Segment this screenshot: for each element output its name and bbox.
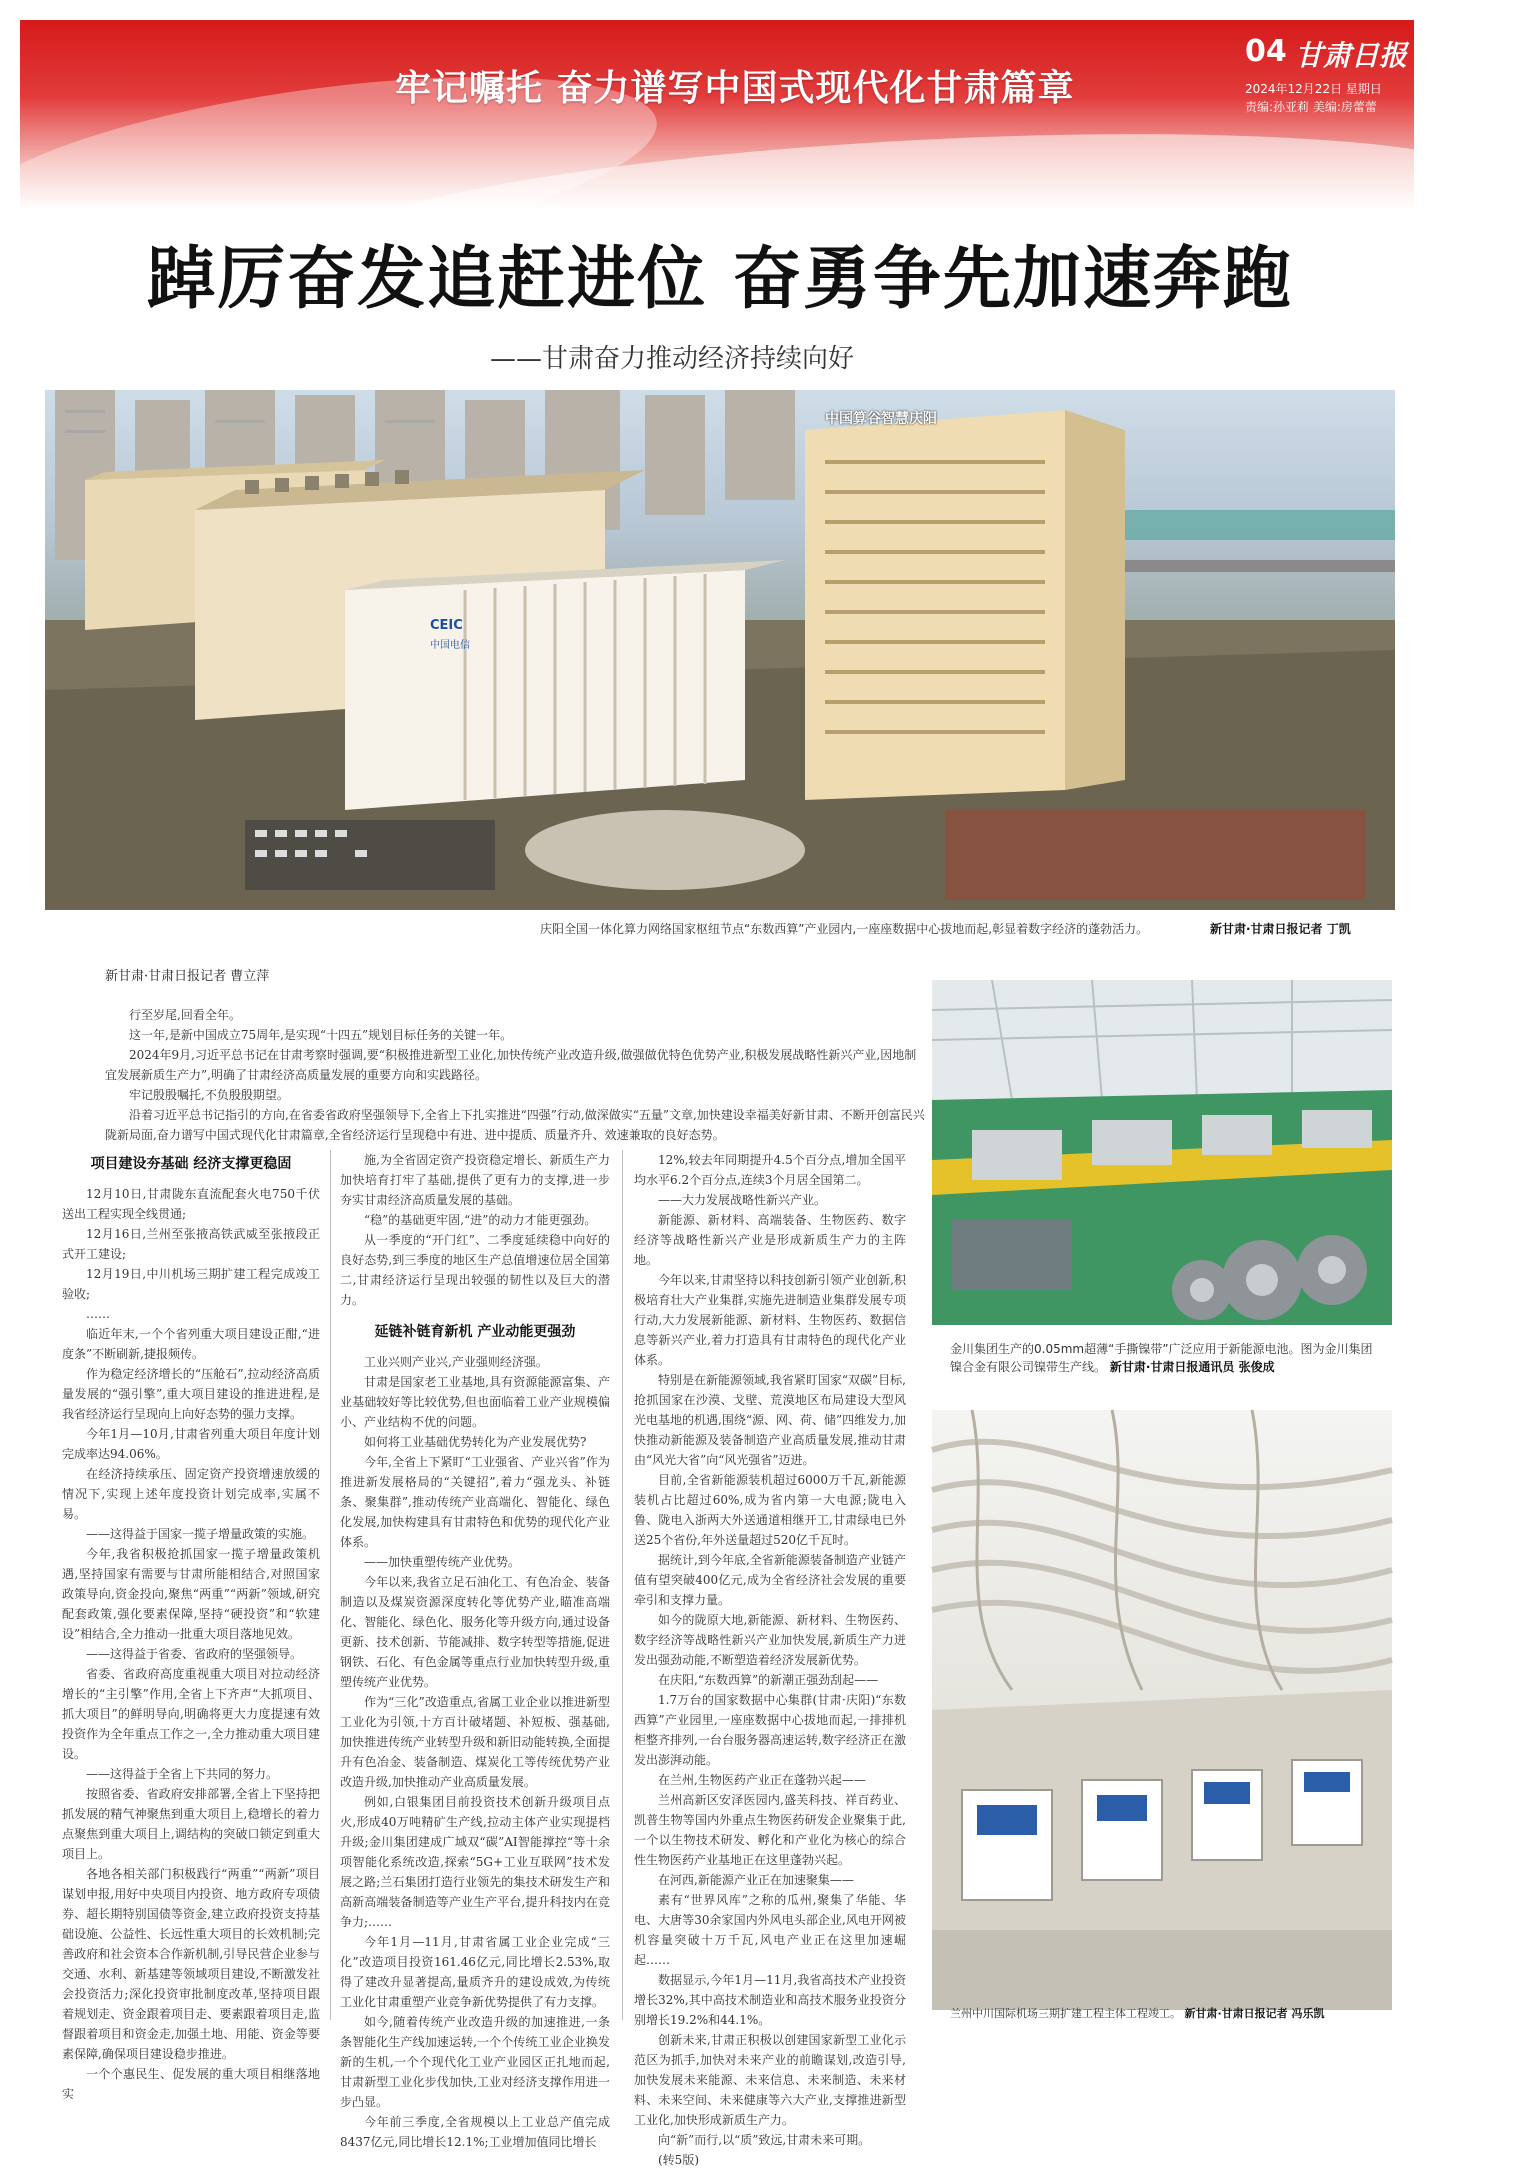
paper-name-logo: 甘肃日报 xyxy=(1295,39,1408,72)
datacenter-illustration xyxy=(45,390,1395,910)
paragraph: 在兰州,生物医药产业正在蓬勃兴起—— xyxy=(658,1773,866,1787)
paragraph: 作为稳定经济增长的“压舱石”,拉动经济高质量发展的“强引擎”,重大项目建设的推进进程,是我省经济运行呈现向上向好态势的强力支撑。 xyxy=(62,1367,320,1421)
photo-nickel-factory xyxy=(932,980,1392,1325)
paragraph: ——大力发展战略性新兴产业。 xyxy=(658,1193,827,1207)
paragraph: 从一季度的“开门红”、二季度延续稳中向好的良好态势,到三季度的地区生产总值增速位居全国第二,甘肃经济运行呈现出较强的韧性以及巨大的潜力。 xyxy=(340,1233,610,1307)
paragraph: 素有“世界风库”之称的瓜州,聚集了华能、华电、大唐等30余家国内外风电头部企业,风电开网被机容量突破十万千瓦,风电产业正在这里加速崛起…… xyxy=(634,1893,906,1967)
paragraph: 12月10日,甘肃陇东直流配套火电750千伏送出工程实现全线贯通; xyxy=(62,1187,320,1221)
paragraph: 今年,我省积极抢抓国家一揽子增量政策机遇,坚持国家有需要与甘肃所能相结合,对照国家政策导向,资金投向,聚焦“两重”“两新”领域,研究配套政策,强化要素保障,坚持“硬投资”和“软建设”相结合,全力推动一批重大项目落地见效。 xyxy=(62,1547,320,1641)
paragraph: 特别是在新能源领域,我省紧盯国家“双碳”目标,抢抓国家在沙漠、戈壁、荒漠地区布局建设大型风光电基地的机遇,围绕“源、网、荷、储”四维发力,加快推动新能源及装备制造产业高质量发展,推动甘肃由“风光大省”向“风光强省”迈进。 xyxy=(634,1373,906,1467)
paragraph: “稳”的基础更牢固,“进”的动力才能更强劲。 xyxy=(364,1213,597,1227)
paragraph: 甘肃是国家老工业基地,具有资源能源富集、产业基础较好等比较优势,但也面临着工业产业规模偏小、产业结构不优的问题。 xyxy=(340,1375,610,1429)
newspaper-page xyxy=(20,20,1414,2167)
paragraph: ——这得益于全省上下共同的努力。 xyxy=(86,1767,279,1781)
paragraph: 12%,较去年同期提升4.5个百分点,增加全国平均水平6.2个百分点,连续3个月居全国第二。 xyxy=(634,1153,906,1187)
sign-telecom: 中国电信 xyxy=(430,640,470,651)
paragraph: ——这得益于省委、省政府的坚强领导。 xyxy=(86,1647,303,1661)
paragraph: 今年以来,我省立足石油化工、有色冶金、装备制造以及煤炭资源深度转化等优势产业,瞄准高端化、智能化、绿色化、服务化等升级方向,通过设备更新、技术创新、节能减排、数字转型等措施,促进钢铁、石化、有色金属等重点行业加快转型升级,重塑传统产业优势。 xyxy=(340,1575,610,1689)
paragraph: 今年以来,甘肃坚持以科技创新引领产业创新,积极培育壮大产业集群,实施先进制造业集群发展专项行动,大力发展新能源、新材料、生物医药、数据信息等新兴产业,着力打造具有甘肃特色的现代化产业体系。 xyxy=(634,1273,906,1367)
paragraph: 12月19日,中川机场三期扩建工程完成竣工验收; xyxy=(62,1267,320,1301)
paragraph: 作为“三化”改造重点,省属工业企业以推进新型工业化为引领,十方百计破堵题、补短板、强基础,加快推进传统产业转型升级和新旧动能转换,全面提升有色冶金、装备制造、煤炭化工等传统优势产业改造升级,加快推动产业高质量发展。 xyxy=(340,1695,610,1789)
intro-paragraph: 2024年9月,习近平总书记在甘肃考察时强调,要“积极推进新型工业化,加快传统产业改造升级,做强做优特色优势产业,积极发展战略性新兴产业,因地制宜发展新质生产力”,明确了甘肃经济高质量发展的重要方向和实践路径。 xyxy=(105,1048,917,1082)
column-divider xyxy=(622,1150,623,2020)
paragraph: 如今,随着传统产业改造升级的加速推进,一条条智能化生产线加速运转,一个个传统工业企业换发新的生机,一个个现代化工业产业园区正扎地而起,甘肃新型工业化步伐加快,工业对经济支撑作用进一步凸显。 xyxy=(340,2015,610,2109)
sign-ceic: CEIC xyxy=(430,618,463,633)
intro-paragraph: 牢记殷殷嘱托,不负殷殷期望。 xyxy=(129,1088,289,1102)
paragraph: (转5版) xyxy=(658,2153,699,2167)
article-intro xyxy=(105,1005,925,1145)
main-photo-datacenter xyxy=(45,390,1395,910)
paragraph: 按照省委、省政府安排部署,全省上下坚持把抓发展的精气神聚焦到重大项目上,稳增长的着力点聚焦到重大项目上,调结构的突破口锁定到重大项目上。 xyxy=(62,1787,320,1861)
photo-airport-credit: 新甘肃·甘肃日报记者 冯乐凯 xyxy=(1184,2007,1325,2020)
paragraph: 例如,白银集团目前投资技术创新升级项目点火,形成40万吨精矿生产线,拉动主体产业实现提档升级;金川集团建成广域双“碳”AI智能撑控“等十余项智能化系统改造,探索“5G+工业互联网”技术发展之路;兰石集团打造行业领先的集技术研发生产和高新高端装备制造等产业生产平台,提升科技内在竞争力;…… xyxy=(340,1795,610,1929)
paragraph: 今年1月—11月,甘肃省属工业企业完成“三化”改造项目投资161.46亿元,同比增长2.53%,取得了建改升显著提高,量质齐升的建设成效,为传统工业化甘肃重塑产业竞争新优势提供了有力支撑。 xyxy=(340,1935,610,2009)
page-number: 04 xyxy=(1245,34,1287,69)
paragraph: 据统计,到今年底,全省新能源装备制造产业链产值有望突破400亿元,成为全省经济社会发展的重要牵引和支撑力量。 xyxy=(634,1553,906,1607)
main-headline: 踔厉奋发追赶进位 奋勇争先加速奔跑 xyxy=(147,240,1293,319)
paragraph: 向“新”而行,以“质”致远,甘肃未来可期。 xyxy=(658,2133,871,2147)
paragraph: 今年1月—10月,甘肃省列重大项目年度计划完成率达94.06%。 xyxy=(62,1427,320,1461)
article-column-1 xyxy=(62,1150,320,2104)
paragraph: 12月16日,兰州至张掖高铁武威至张掖段正式开工建设; xyxy=(62,1227,320,1261)
paragraph: 新能源、新材料、高端装备、生物医药、数字经济等战略性新兴产业是形成新质生产力的主阵地。 xyxy=(634,1213,906,1267)
main-photo-caption: 庆阳全国一体化算力网络国家枢纽节点“东数西算”产业园内,一座座数据中心拔地而起,彰显着数字经济的蓬勃活力。 xyxy=(540,922,1149,936)
issue-date: 2024年12月22日 星期日 xyxy=(1245,82,1382,96)
section-heading: 项目建设夯基础 经济支撑更稳固 xyxy=(90,1156,292,1172)
column-divider xyxy=(330,1150,331,2020)
paragraph: 目前,全省新能源装机超过6000万千瓦,新能源装机占比超过60%,成为省内第一大电源;陇电入鲁、陇电入浙两大外送通道相继开工,甘肃绿电已外送25个省份,年外送量超过520亿千瓦时。 xyxy=(634,1473,906,1547)
paragraph: 各地各相关部门积极践行“两重”“两新”项目谋划申报,用好中央项目内投资、地方政府专项债券、超长期特别国债等资金,建立政府投资支持基础设施、公益性、长远性重大项目的长效机制;完善政府和社会资本合作新机制,引导民营企业参与交通、水利、新基建等领域项目建设,不断激发社会投资活力;深化投资审批制度改革,坚持项目跟着规划走、资金跟着项目走、要素跟着项目走,监督跟着项目和资金走,加强土地、用能、资金等要素保障,确保项目建设稳步推进。 xyxy=(62,1867,320,2061)
paragraph: 1.7万台的国家数据中心集群(甘肃·庆阳)“东数西算”产业园里,一座座数据中心拔地而起,一排排机柜整齐排列,一台台服务器高速运转,数字经济正在激发出澎湃动能。 xyxy=(634,1693,906,1767)
header-banner xyxy=(20,20,1414,210)
paragraph: 如今的陇原大地,新能源、新材料、生物医药、数字经济等战略性新兴产业加快发展,新质生产力迸发出强劲动能,不断塑造着经济发展新优势。 xyxy=(634,1613,906,1667)
sign-suanggu: 中国算谷智慧庆阳 xyxy=(825,411,937,427)
article-column-2 xyxy=(340,1150,610,2152)
paragraph: 如何将工业基础优势转化为产业发展优势? xyxy=(364,1435,587,1449)
photo-airport-terminal xyxy=(932,1410,1392,2010)
paragraph: 临近年末,一个个省列重大项目建设正酣,“进度条”不断刷新,捷报频传。 xyxy=(62,1327,320,1361)
paragraph: 创新未来,甘肃正积极以创建国家新型工业化示范区为抓手,加快对未来产业的前瞻谋划,改造引导,加快发展未来能源、未来信息、未来制造、未来材料、未来空间、未来健康等六大产业,支撑推进新型工业化,加快形成新质生产力。 xyxy=(634,2033,906,2127)
intro-paragraph: 这一年,是新中国成立75周年,是实现“十四五”规划目标任务的关键一年。 xyxy=(129,1028,513,1042)
intro-paragraph: 沿着习近平总书记指引的方向,在省委省政府坚强领导下,全省上下扎实推进“四强”行动,做深做实“五量”文章,加快建设幸福美好新甘肃、不断开创富民兴陇新局面,奋力谱写中国式现代化甘肃篇章,全省经济运行呈现稳中有进、进中提质、质量齐升、效速兼取的良好态势。 xyxy=(105,1108,925,1142)
article-byline: 新甘肃·甘肃日报记者 曹立萍 xyxy=(105,969,270,984)
editors-line: 责编:孙亚莉 美编:房蕾蕾 xyxy=(1245,100,1377,114)
paragraph: …… xyxy=(86,1307,110,1321)
paragraph: 在经济持续承压、固定资产投资增速放缓的情况下,实现上述年度投资计划完成率,实属不易。 xyxy=(62,1467,320,1521)
article-column-3 xyxy=(634,1150,906,2170)
paragraph: 施,为全省固定资产投资稳定增长、新质生产力加快培育打牢了基础,提供了更有力的支撑,进一步夯实甘肃经济高质量发展的基础。 xyxy=(340,1153,610,1207)
sub-headline: ——甘肃奋力推动经济持续向好 xyxy=(490,344,855,374)
paragraph: 一个个惠民生、促发展的重大项目相继落地实 xyxy=(62,2067,320,2101)
paragraph: 工业兴则产业兴,产业强则经济强。 xyxy=(364,1355,548,1369)
main-photo-credit: 新甘肃·甘肃日报记者 丁凯 xyxy=(1210,922,1351,936)
paragraph: 在河西,新能源产业正在加速聚集—— xyxy=(658,1873,854,1887)
photo-airport-caption-block xyxy=(950,2005,1325,2021)
paragraph: 在庆阳,“东数西算”的新潮正强劲刮起—— xyxy=(658,1673,879,1687)
column-title: 牢记嘱托 奋力谱写中国式现代化甘肃篇章 xyxy=(395,68,1075,109)
terminal-illustration xyxy=(932,1410,1392,2010)
paragraph: 兰州高新区安泽医园内,盛芙科技、祥百药业、凯普生物等国内外重点生物医药研发企业聚集于此,一个以生物技术研发、孵化和产业化为核心的综合性生物医药产业基地正在这里蓬勃兴起。 xyxy=(634,1793,906,1867)
photo-nickel-credit: 新甘肃·甘肃日报通讯员 张俊成 xyxy=(1109,1360,1275,1374)
paragraph: 省委、省政府高度重视重大项目对拉动经济增长的“主引擎”作用,全省上下齐声“大抓项目、抓大项目”的鲜明导向,明确将更大力度提速有效投资作为全年重点工作之一,全力推动重大项目建设。 xyxy=(62,1667,320,1761)
intro-paragraph: 行至岁尾,回看全年。 xyxy=(129,1008,241,1022)
paragraph: 今年,全省上下紧盯“工业强省、产业兴省”作为推进新发展格局的“关键招”,着力“强龙头、补链条、聚集群”,推动传统产业高端化、智能化、绿色化发展,加快构建具有甘肃特色和优势的现代化产业体系。 xyxy=(340,1455,610,1549)
photo-nickel-caption: 金川集团生产的0.05mm超薄“手撕镍带”广泛应用于新能源电池。图为金川集团镍合金有限公司镍带生产线。 xyxy=(950,1342,1373,1374)
paragraph: ——加快重塑传统产业优势。 xyxy=(364,1555,521,1569)
section-heading: 延链补链育新机 产业动能更强劲 xyxy=(374,1324,576,1340)
photo-airport-caption: 兰州中川国际机场三期扩建工程主体工程竣工。 xyxy=(950,2007,1181,2020)
photo-nickel-caption-block xyxy=(950,1340,1380,1376)
paragraph: 今年前三季度,全省规模以上工业总产值完成8437亿元,同比增长12.1%;工业增加值同比增长 xyxy=(340,2115,610,2149)
paragraph: ——这得益于国家一揽子增量政策的实施。 xyxy=(86,1527,315,1541)
factory-illustration xyxy=(932,980,1392,1325)
paragraph: 数据显示,今年1月—11月,我省高技术产业投资增长32%,其中高技术制造业和高技术服务业投资分别增长19.2%和44.1%。 xyxy=(634,1973,906,2027)
